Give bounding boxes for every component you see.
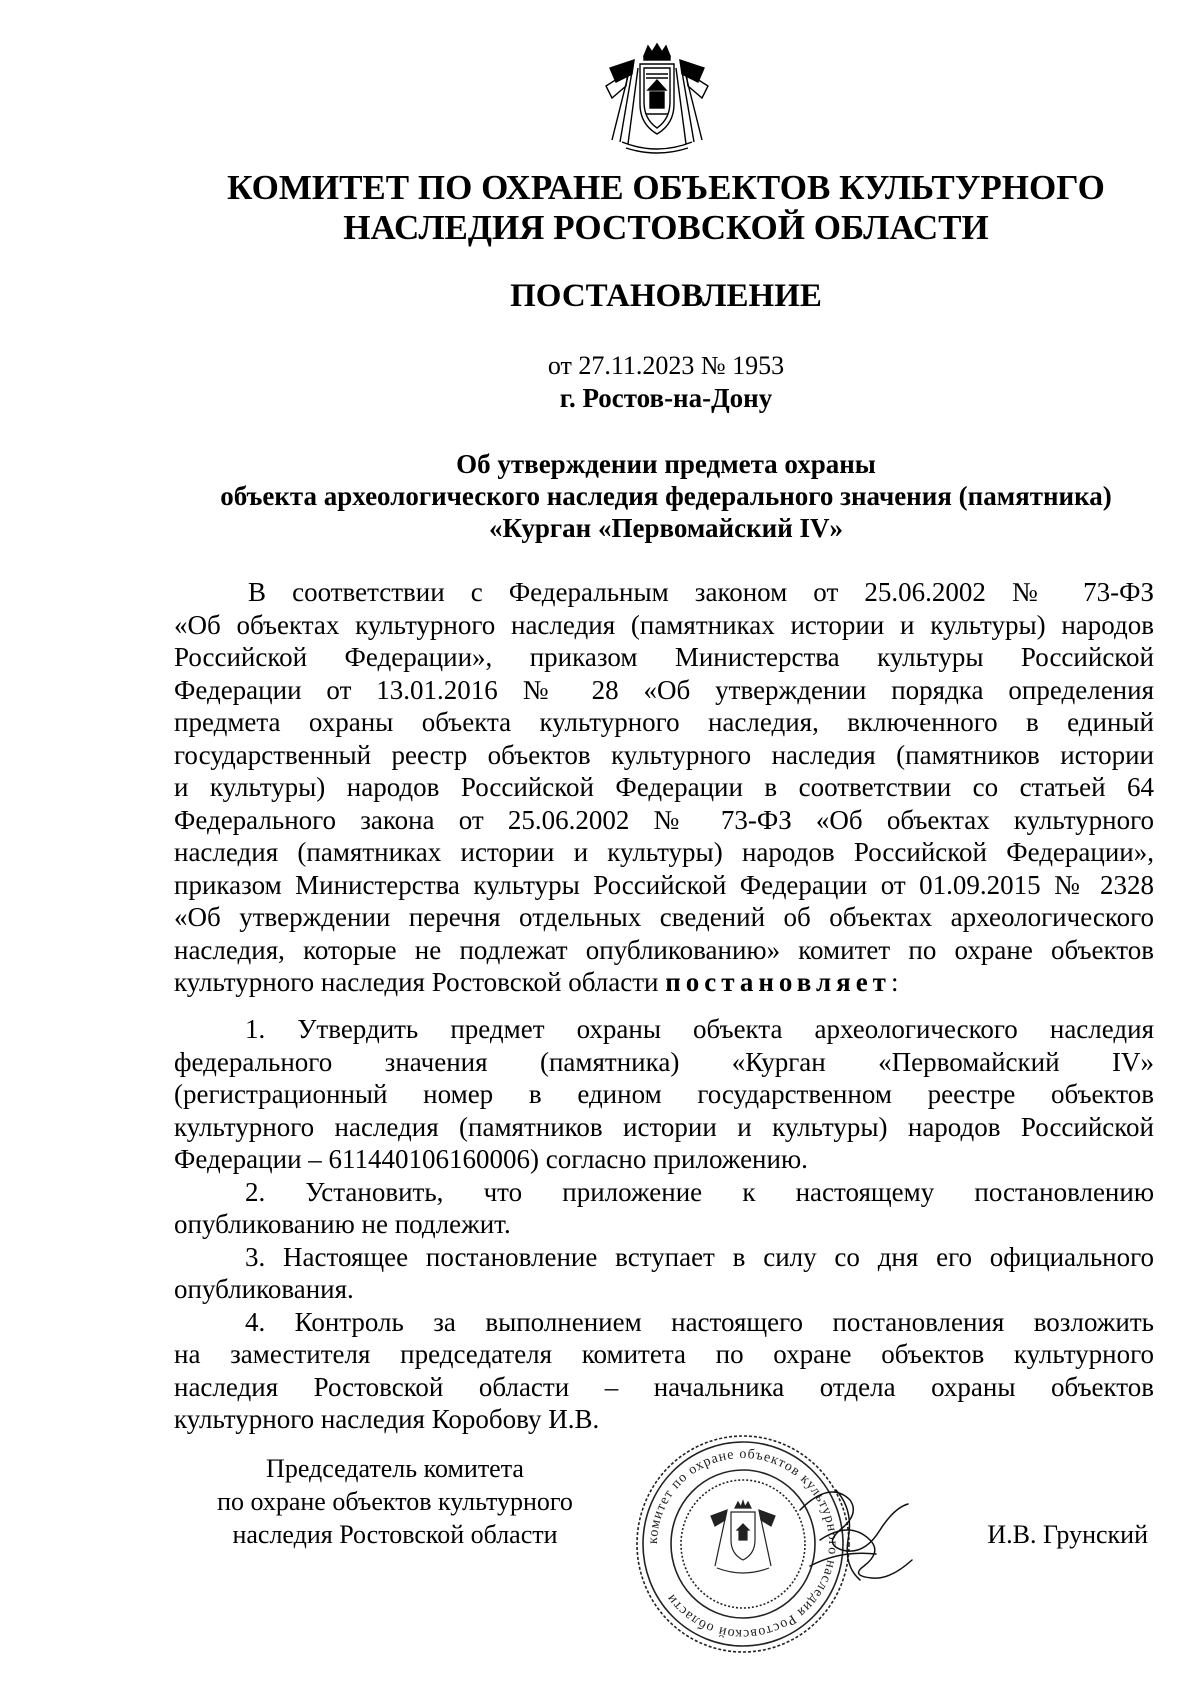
item-4-line: наследия Ростовской области – начальника отдела охраны объектов: [174, 1371, 1154, 1402]
item-4-line: культурного наследия Коробову И.В.: [174, 1404, 600, 1434]
seal-text: комитет по охране объектов культурного наследия Ростовской области: [645, 1446, 841, 1642]
item-3-line: опубликования.: [174, 1274, 354, 1304]
document-title-line3: «Курган «Первомайский IV»: [488, 513, 844, 543]
preamble-paragraph: [174, 576, 1154, 999]
organization-name-line1: КОМИТЕТ ПО ОХРАНЕ ОБЪЕКТОВ КУЛЬТУРНОГО: [227, 168, 1105, 207]
item-1-line: культурного наследия (памятников истории и культуры) народов Российской: [174, 1111, 1154, 1142]
preamble-line: Российской Федерации», приказом Министерства культуры Российской: [174, 642, 1154, 672]
preamble-line: наследия (памятниках истории и культуры) народов Российской Федерации»,: [174, 837, 1154, 867]
signer-name: И.В. Грунский: [987, 1520, 1148, 1549]
item-2-line: 2. Установить, что приложение к настоящему постановлению: [245, 1176, 1154, 1207]
document-date-number: от 27.11.2023 № 1953: [547, 351, 785, 380]
organization-name: [180, 168, 1152, 248]
item-1-line: 1. Утвердить предмет охраны объекта археологического наследия: [245, 1014, 1154, 1044]
item-4-line: 4. Контроль за выполнением настоящего постановления возложить: [245, 1306, 1154, 1337]
decree-items: [174, 1013, 1154, 1436]
item-4-line: на заместителя председателя комитета по охране объектов культурного: [174, 1339, 1154, 1369]
preamble-line: и культуры) народов Российской Федерации в соответствии со статьей 64: [174, 772, 1154, 802]
preamble-line: «Об утверждении перечня отдельных сведений об объектах археологического: [174, 902, 1154, 932]
decree-colon: :: [890, 967, 899, 997]
preamble-line: предмета охраны объекта культурного наследия, включенного в единый: [174, 707, 1154, 737]
preamble-line: государственный реестр объектов культурного наследия (памятников истории: [174, 739, 1154, 770]
preamble-line: приказом Министерства культуры Российской Федерации от 01.09.2015 № 2328: [174, 869, 1154, 900]
preamble-line: Федерального закона от 25.06.2002 № 73-ФЗ «Об объектах культурного: [174, 804, 1154, 835]
preamble-last-line-text: культурного наследия Ростовской области: [174, 967, 666, 997]
item-1-line: (регистрационный номер в едином государственном реестре объектов: [174, 1079, 1154, 1109]
preamble-line: В соответствии с Федеральным законом от 25.06.2002 № 73-ФЗ: [248, 577, 1154, 607]
document-title-line1: Об утверждении предмета охраны: [456, 449, 876, 479]
organization-name-line2: НАСЛЕДИЯ РОСТОВСКОЙ ОБЛАСТИ: [343, 208, 989, 247]
document-title: [180, 448, 1152, 544]
preamble-line: Федерации от 13.01.2016 № 28 «Об утверждении порядка определения: [174, 674, 1154, 705]
signer-position-line1: Председатель комитета: [266, 1454, 524, 1483]
signer-position-line3: наследия Ростовской области: [232, 1520, 558, 1549]
document-title-line2: объекта археологического наследия федерального значения (памятника): [220, 481, 1112, 511]
item-3-line: 3. Настоящее постановление вступает в силу со дня его официального: [245, 1241, 1154, 1272]
document-type: ПОСТАНОВЛЕНИЕ: [510, 278, 822, 314]
preamble-last-line: [174, 966, 1154, 999]
preamble-line: наследия, которые не подлежат опубликованию» комитет по охране объектов: [174, 934, 1154, 965]
signer-position: [180, 1452, 610, 1551]
coat-of-arms-icon: [600, 42, 714, 158]
item-2-line: опубликованию не подлежит.: [174, 1209, 511, 1239]
preamble-line: «Об объектах культурного наследия (памятниках истории и культуры) народов: [174, 609, 1154, 640]
signer-position-line2: по охране объектов культурного: [217, 1487, 573, 1516]
decree-word: постановляет: [665, 967, 891, 997]
item-1-line: федерального значения (памятника) «Курган «Первомайский IV»: [174, 1046, 1154, 1077]
document-city: г. Ростов-на-Дону: [559, 383, 773, 413]
item-1-line: Федерации – 611440106160006) согласно приложению.: [174, 1144, 808, 1174]
handwritten-signature-icon: [790, 1470, 920, 1600]
